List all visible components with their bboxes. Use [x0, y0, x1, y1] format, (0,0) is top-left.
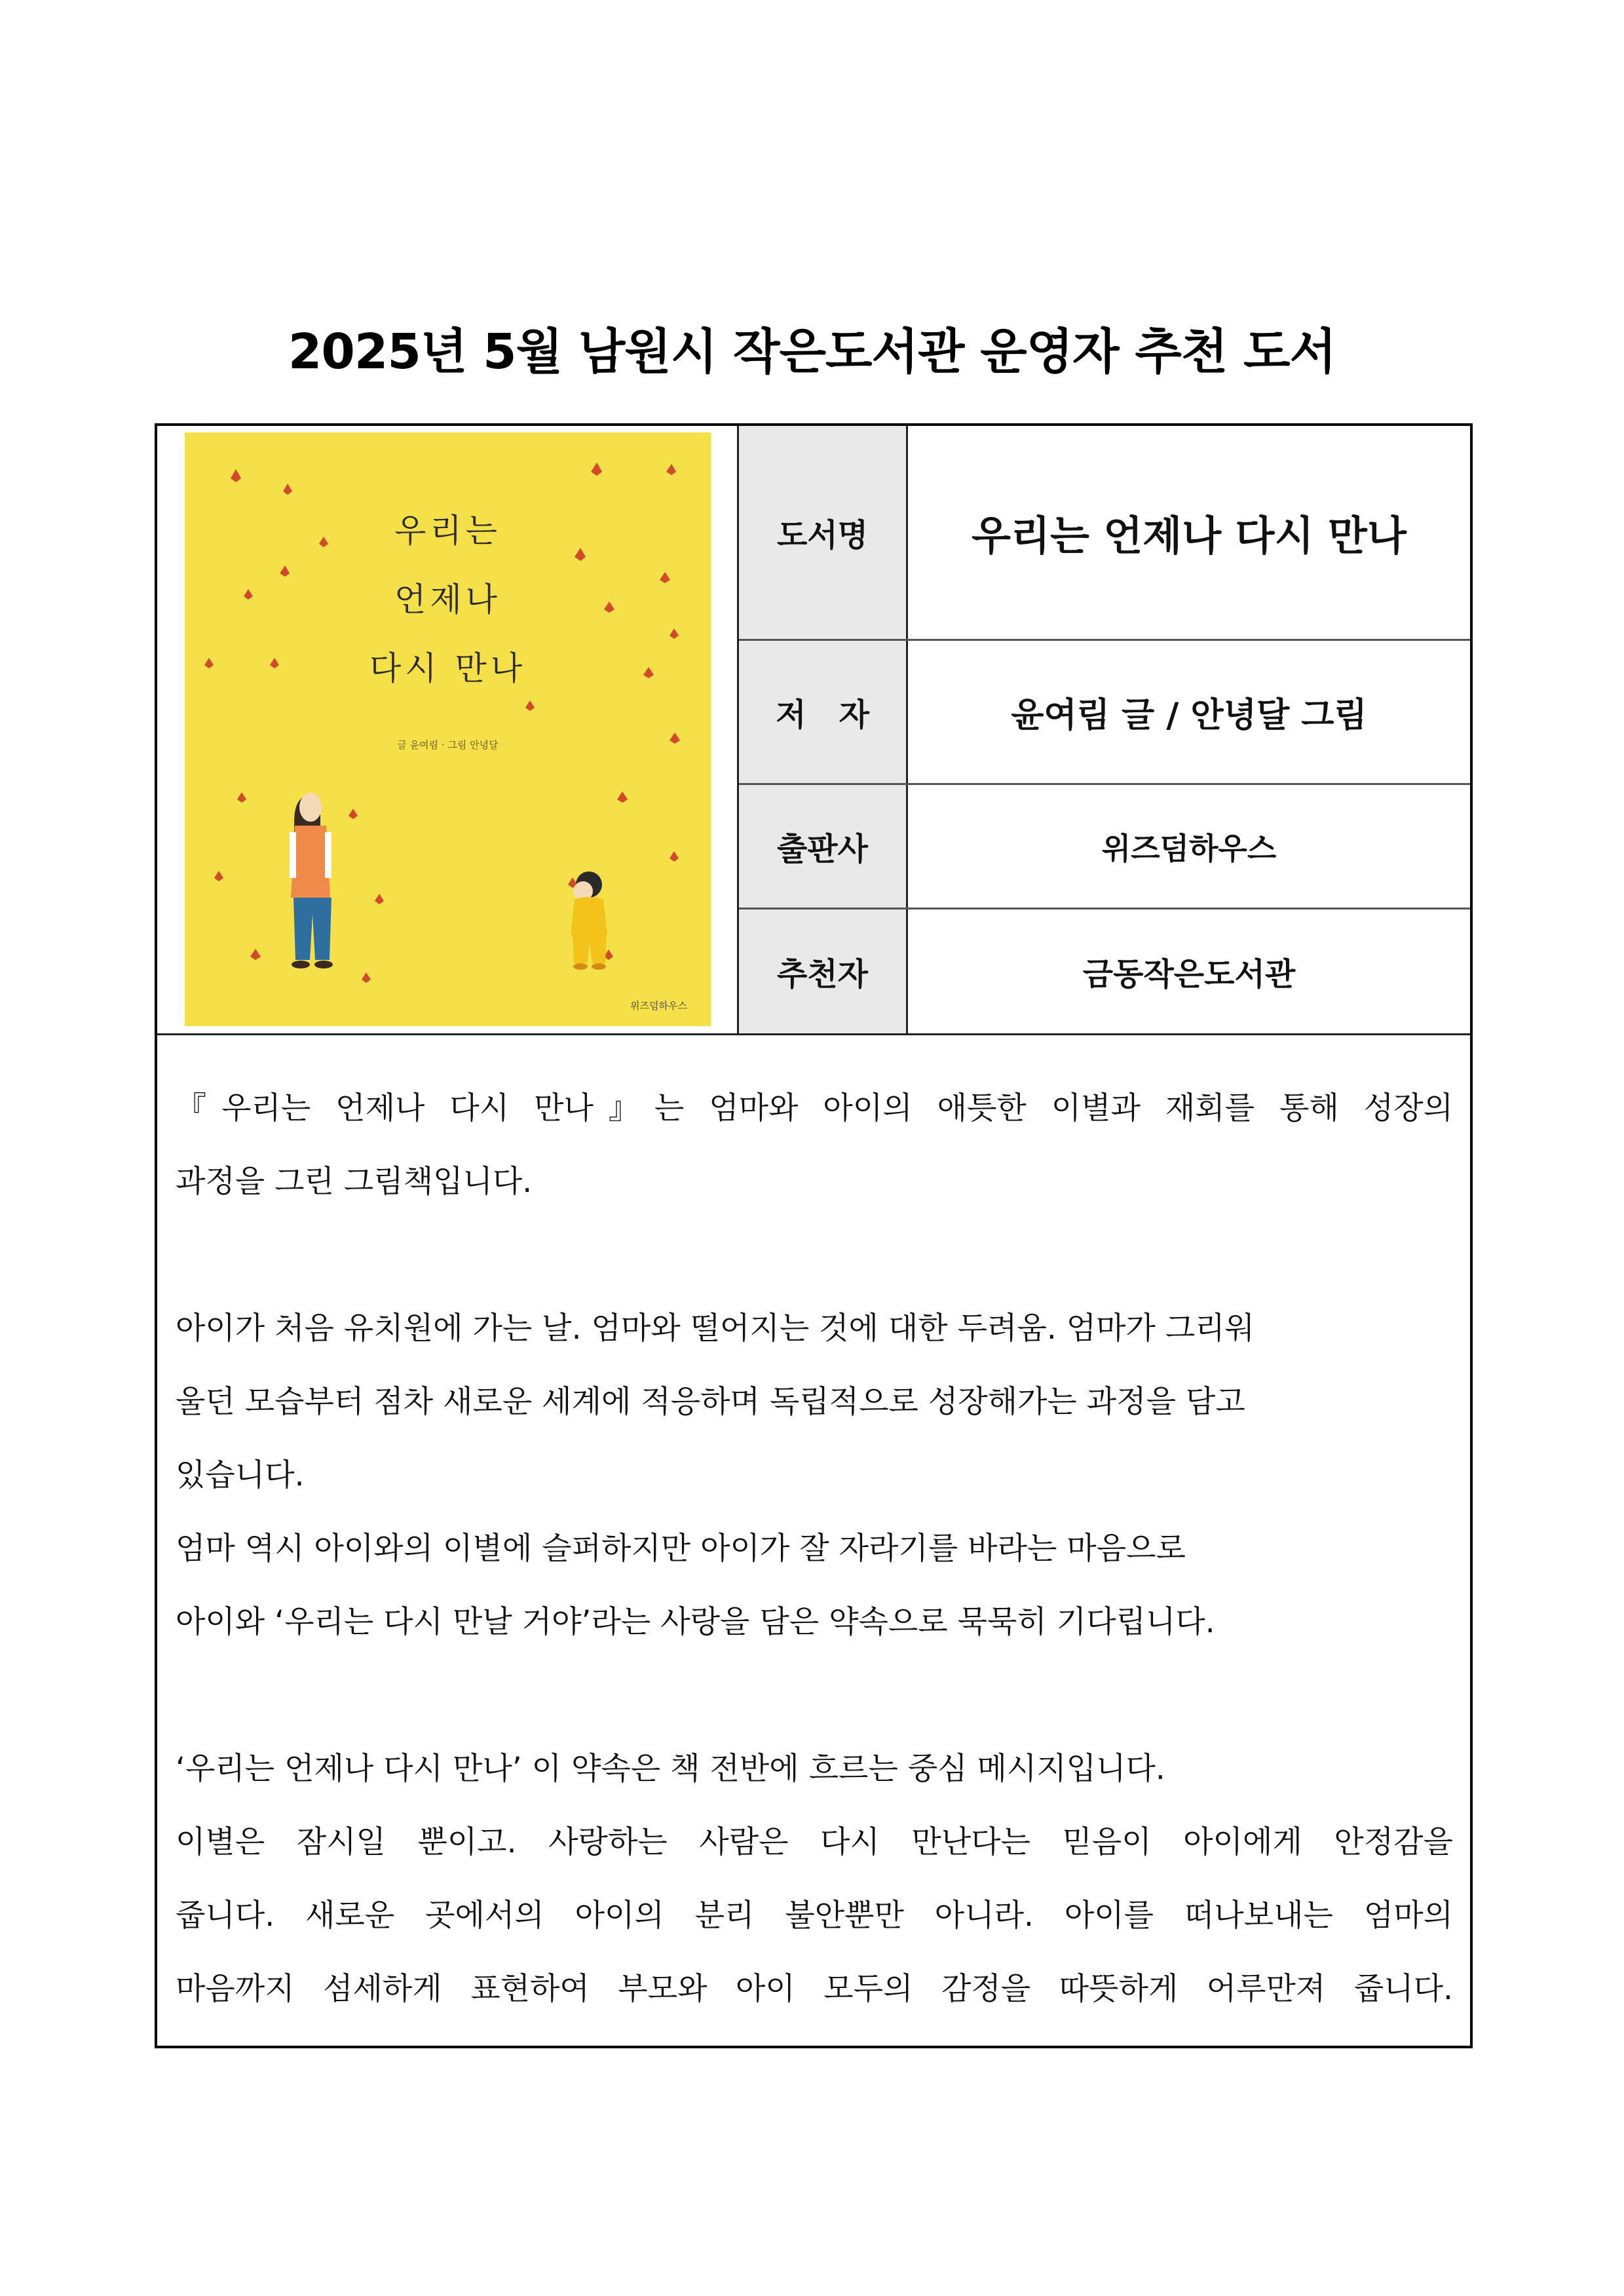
description-line: 아이가 처음 유치원에 가는 날. 엄마와 떨어지는 것에 대한 두려움. 엄마가 그리워 [176, 1311, 1255, 1347]
description-line: 마음까지 섬세하게 표현하여 부모와 아이 모두의 감정을 따뜻하게 어루만져 줍니다. [176, 1971, 1453, 2007]
book-description [157, 1035, 1470, 2026]
book-cover-image [185, 432, 711, 1026]
label-author: 저 자 [739, 641, 908, 783]
cover-publisher: 위즈덤하우스 [630, 1000, 687, 1012]
mother-figure [290, 793, 333, 968]
cover-title-line: 다시 만나 [369, 649, 527, 687]
cover-title-line: 언제나 [394, 581, 501, 619]
cover-cell [157, 426, 739, 1033]
label-title: 도서명 [739, 426, 908, 639]
value-recommender: 금동작은도서관 [1082, 956, 1296, 993]
description-line: 이별은 잠시일 뿐이고. 사랑하는 사람은 다시 만난다는 믿음이 아이에게 안정감을 [176, 1824, 1453, 1860]
book-info-section [157, 426, 1470, 1035]
row-author [739, 641, 1470, 785]
row-title [739, 426, 1470, 641]
row-publisher [739, 785, 1470, 909]
child-figure [571, 871, 607, 970]
description-line: ‘우리는 언제나 다시 만나’ 이 약속은 책 전반에 흐르는 중심 메시지입니다. [176, 1751, 1165, 1787]
value-title: 우리는 언제나 다시 만나 [972, 512, 1407, 560]
cover-title-line: 우리는 [394, 512, 501, 550]
value-publisher: 위즈덤하우스 [1101, 830, 1277, 866]
value-author: 윤여림 글 / 안녕달 그림 [1011, 696, 1367, 735]
info-table [739, 426, 1470, 1033]
page-title: 2025년 5월 남원시 작은도서관 운영자 추천 도서 [288, 324, 1336, 380]
book-card [155, 423, 1473, 2048]
description-line: 줍니다. 새로운 곳에서의 아이의 분리 불안뿐만 아니라. 아이를 떠나보내는 엄마의 [176, 1898, 1453, 1934]
cover-author-line: 글 윤여림 · 그림 안녕달 [397, 739, 499, 751]
description-line: 있습니다. [176, 1457, 305, 1493]
label-recommender: 추천자 [739, 909, 908, 1033]
paragraph-spacer [176, 1659, 1453, 1732]
description-line: 울던 모습부터 점차 새로운 세계에 적응하며 독립적으로 성장해가는 과정을 담고 [176, 1384, 1245, 1420]
label-publisher: 출판사 [739, 785, 908, 908]
row-recommender [739, 909, 1470, 1033]
paragraph-spacer [176, 1219, 1453, 1292]
description-line: 엄마 역시 아이와의 이별에 슬퍼하지만 아이가 잘 자라기를 바라는 마음으로 [176, 1531, 1186, 1567]
description-line: 과정을 그린 그림책입니다. [176, 1164, 533, 1200]
description-line: 아이와 ‘우리는 다시 만날 거야’라는 사랑을 담은 약속으로 묵묵히 기다립니다. [176, 1604, 1215, 1640]
description-line: 『우리는 언제나 다시 만나』는 엄마와 아이의 애틋한 이별과 재회를 통해 성장의 [176, 1090, 1453, 1126]
